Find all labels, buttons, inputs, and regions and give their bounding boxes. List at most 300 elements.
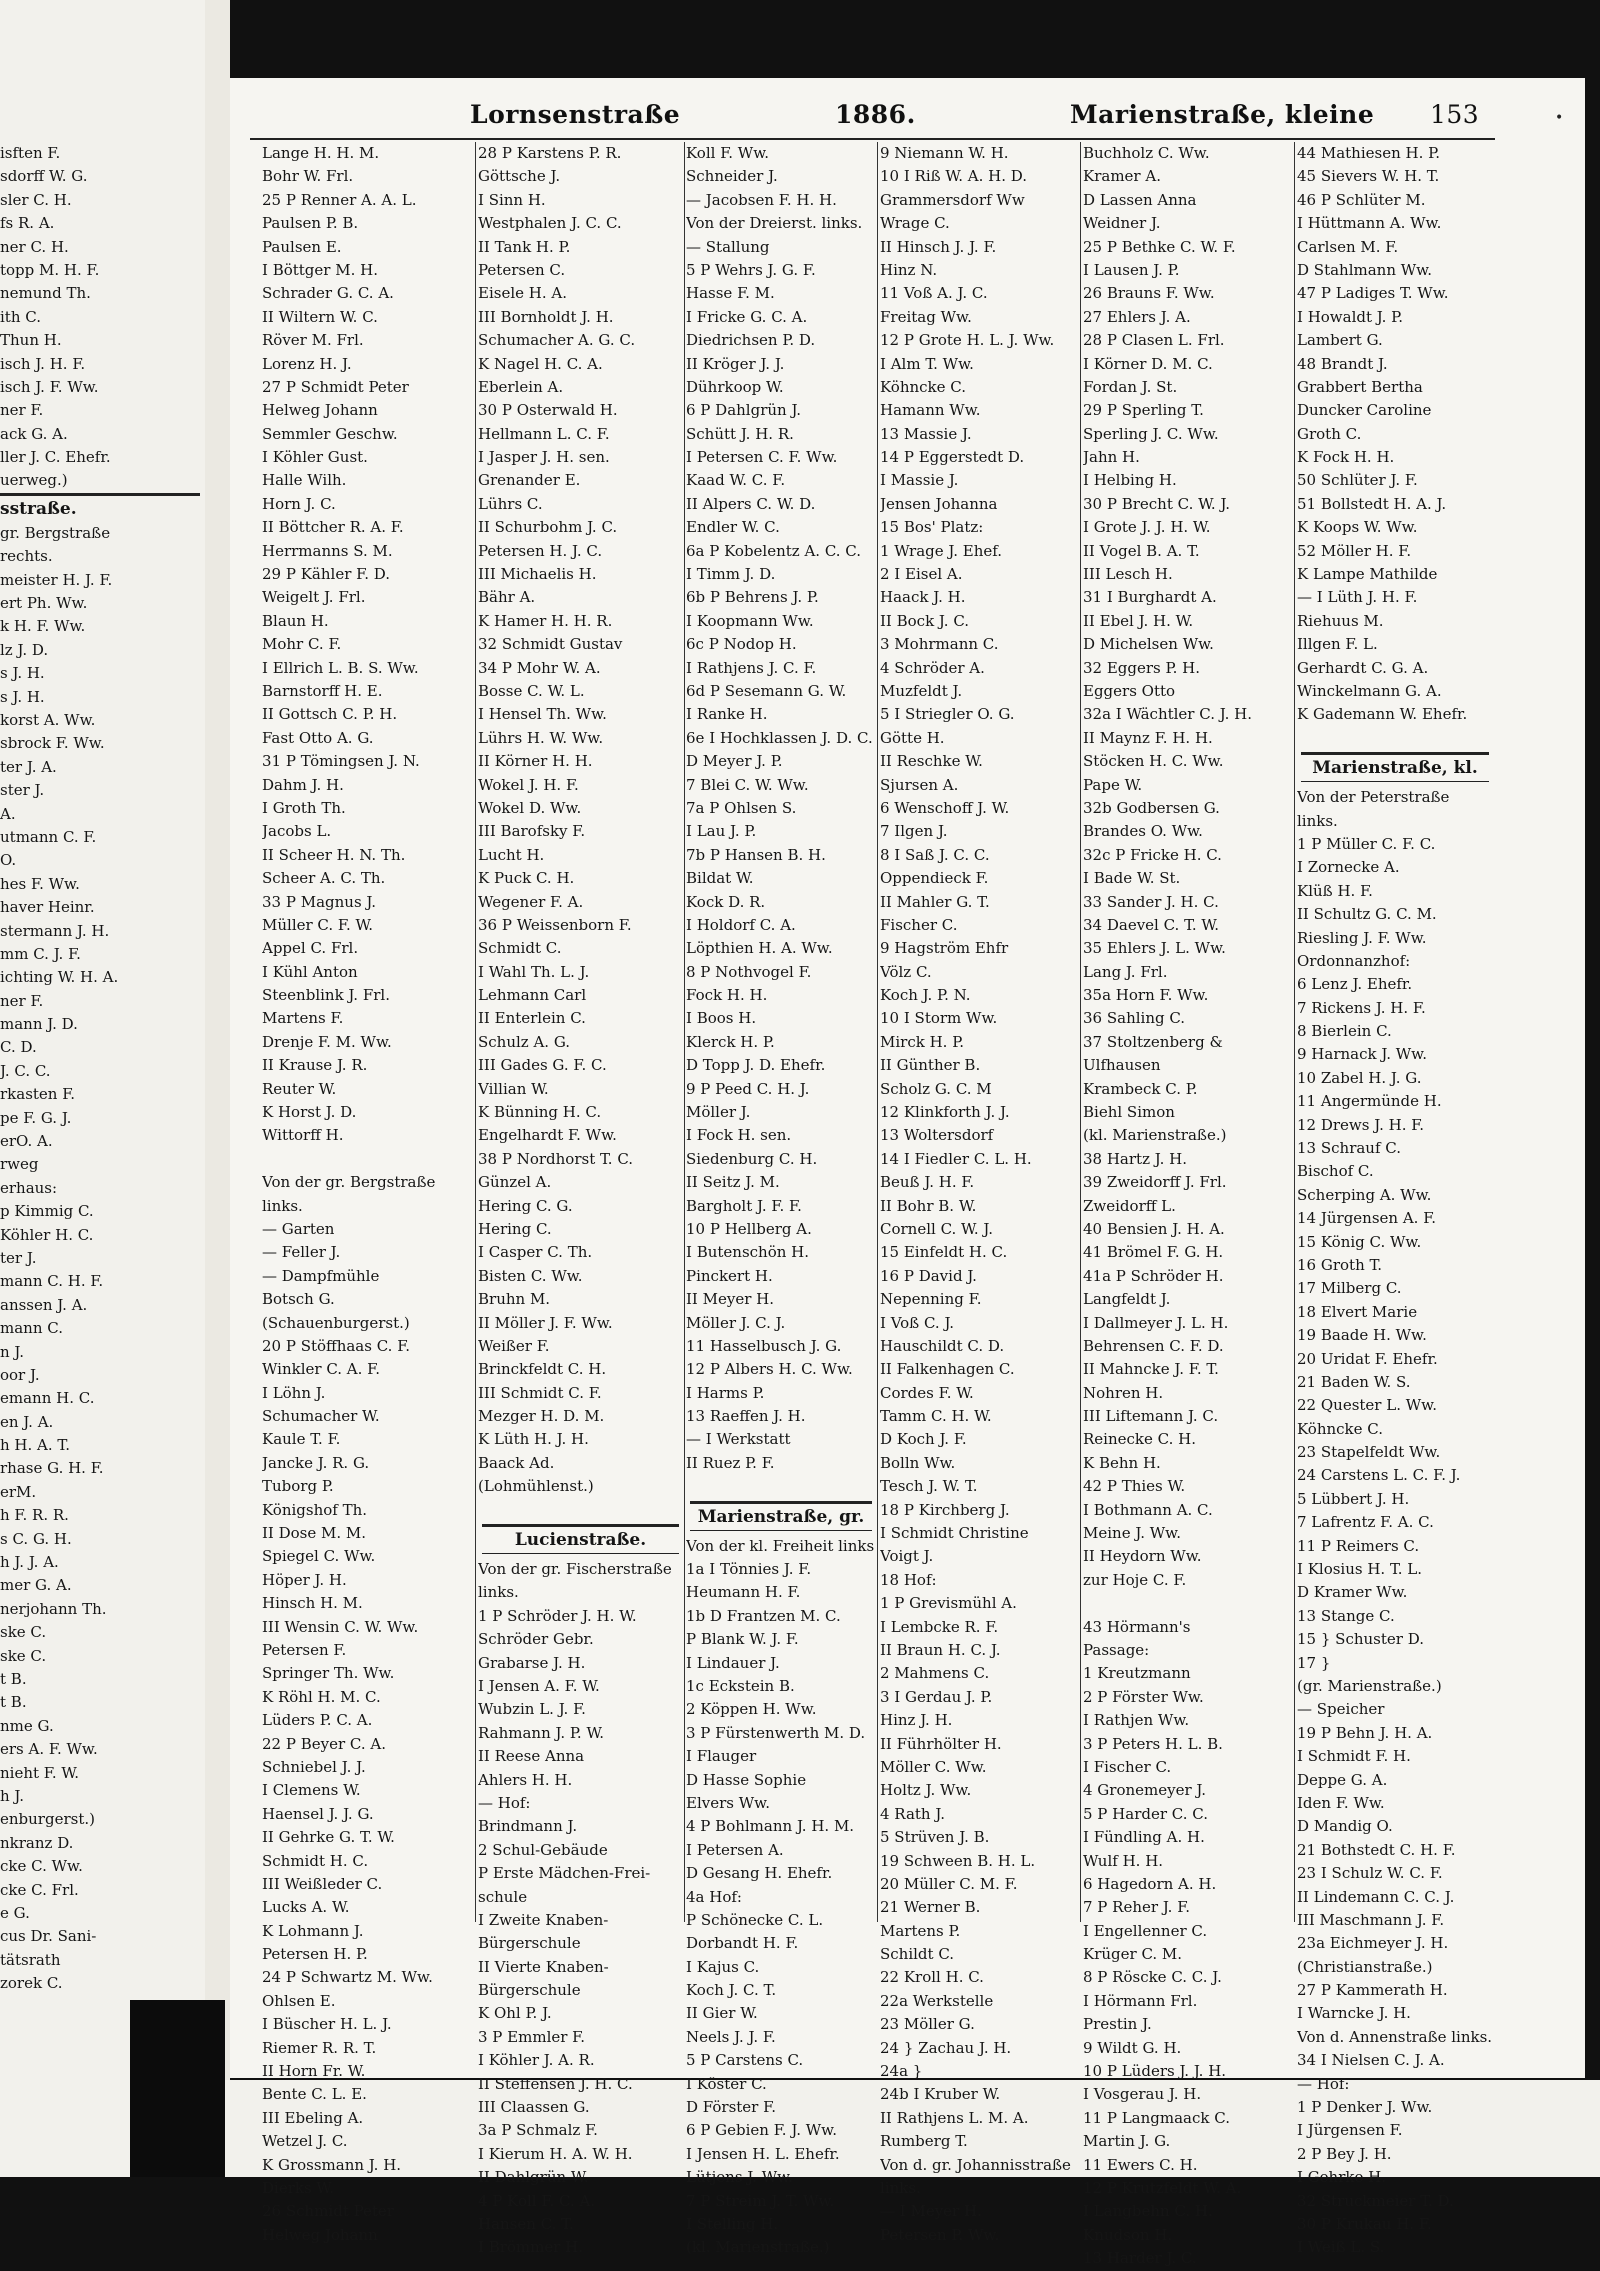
directory-entry: Hinsch H. M. (262, 1594, 363, 1613)
directory-entry: I Büscher H. L. J. (262, 2015, 392, 2034)
directory-entry: 35a Horn F. Ww. (1083, 986, 1209, 1005)
directory-entry: anssen J. A. (0, 1295, 88, 1314)
directory-entry: Bürgerschule (478, 1981, 581, 2000)
directory-entry: II Günther B. (880, 1056, 981, 1075)
directory-entry: Bildat W. (686, 869, 754, 888)
directory-entry: Cordes F. W. (880, 1383, 974, 1402)
directory-entry: Lange H. H. M. (262, 144, 380, 162)
directory-entry: 7 P Streim J. T. Ww. (686, 2191, 835, 2210)
directory-entry: K Behn H. (1083, 1453, 1161, 1472)
directory-entry: Ulfhausen (1083, 1056, 1161, 1075)
directory-entry: (Christianstraße.) (1297, 1957, 1433, 1976)
directory-entry: Weißer F. (478, 1336, 550, 1355)
directory-entry: Helweg Johann (262, 401, 378, 420)
directory-entry: t B. (0, 1693, 27, 1712)
directory-entry: II Vierte Knaben- (478, 1957, 609, 1976)
directory-entry: ster J. (0, 781, 45, 800)
directory-entry: Schumacher W. (262, 1407, 380, 1426)
binding-shadow (130, 2000, 225, 2177)
directory-entry: Neels J. J. F. (686, 2027, 776, 2046)
directory-entry: mann C. H. F. (0, 1272, 104, 1291)
directory-entry: 10 I Storm Ww. (880, 1009, 998, 1028)
directory-entry: t B. (0, 1670, 27, 1688)
directory-entry: Höper J. H. (262, 1570, 347, 1589)
directory-entry: rweg (0, 1155, 39, 1174)
directory-entry: K Nagel H. C. A. (478, 354, 603, 373)
directory-entry: I Gehrke H. (1297, 2168, 1386, 2187)
directory-entry: I Jürgensen F. (1297, 2121, 1403, 2140)
directory-entry: Villian W. (478, 1079, 549, 1098)
directory-entry: 3a P Schmalz F. (478, 2121, 598, 2140)
directory-entry: 5 I Striegler O. G. (880, 705, 1015, 724)
directory-entry: 1 P Müller C. F. C. (1297, 834, 1436, 853)
directory-entry: erM. (0, 1482, 37, 1501)
directory-entry: 11 P Langmaack C. (1083, 2108, 1230, 2127)
header-year: 1886. (835, 100, 916, 129)
directory-entry: I Jasper J. H. sen. (478, 448, 610, 467)
directory-entry: 25 P Bethke C. W. F. (1083, 237, 1236, 256)
directory-entry: nemund Th. (0, 284, 91, 303)
directory-entry: 41 Brömel F. G. H. (1083, 1243, 1224, 1262)
directory-entry: Knudson H. (1083, 2225, 1173, 2244)
directory-entry: Fordan J. St. (1083, 377, 1178, 396)
directory-entry: 21 Werner B. (880, 1898, 981, 1917)
directory-entry: II Meyer H. (686, 1290, 774, 1309)
directory-entry: 29 P Sperling T. (1083, 401, 1204, 420)
directory-entry: Möller J. (686, 1103, 751, 1122)
directory-entry: Lehmann Carl (478, 986, 587, 1005)
directory-entry: II Maynz F. H. H. (1083, 728, 1213, 747)
directory-entry: II Falkenhagen C. (880, 1360, 1015, 1379)
directory-entry: I Sinn H. (478, 190, 546, 209)
directory-entry: 5 Strüven J. B. (880, 1828, 990, 1847)
directory-entry: rhase G. H. F. (0, 1459, 104, 1478)
directory-entry: I Lindauer J. (686, 1653, 780, 1672)
directory-entry: I Fündling A. H. (1083, 1828, 1205, 1847)
directory-entry: ner F. (0, 401, 44, 420)
directory-entry: uerweg.) (0, 471, 68, 490)
directory-entry: II Rathjens L. M. A. (880, 2108, 1029, 2127)
directory-entry: Elvers Ww. (686, 1793, 770, 1812)
header-left-street: Lornsenstraße (470, 100, 681, 129)
directory-entry: Jancke J. R. G. (262, 1453, 370, 1472)
directory-entry: Bente C. L. E. (262, 2085, 367, 2104)
directory-entry: 7 Rickens J. H. F. (1297, 998, 1426, 1017)
directory-entry: (kl. Marienstraße.) (686, 2238, 830, 2257)
directory-entry: 48 Brandt J. (1297, 354, 1388, 373)
directory-entry: 5 P Wehrs J. G. F. (686, 260, 816, 279)
directory-entry: 29 P Kähler F. D. (262, 565, 391, 584)
directory-entry: Hansen C. T. (478, 2214, 574, 2233)
directory-entry: Mezger H. D. M. (478, 1407, 605, 1426)
directory-entry: 13 Massie J. (880, 424, 972, 443)
column-divider-1 (475, 142, 476, 1922)
directory-entry: Rumberg T. (880, 2132, 968, 2151)
directory-entry: K Hamer H. H. R. (478, 611, 613, 630)
directory-entry: Iden F. Ww. (1297, 1793, 1385, 1812)
directory-entry: 14 P Eggerstedt D. (880, 448, 1025, 467)
directory-entry: I Clemens W. (262, 1781, 361, 1800)
directory-entry: III Michaelis H. (478, 565, 597, 584)
directory-entry: 15 König C. Ww. (1297, 1232, 1422, 1251)
directory-entry: Paulsen E. (262, 237, 342, 256)
directory-entry: 15 Bos' Platz: (880, 518, 984, 537)
directory-entry (262, 1148, 474, 1171)
directory-entry: III Lesch H. (1083, 565, 1173, 584)
directory-entry: links. (262, 1196, 303, 1215)
directory-entry: Mirck H. P. (880, 1032, 965, 1051)
directory-entry: Martens P. (880, 1921, 961, 1940)
directory-entry: 2 I Eisel A. (880, 565, 963, 584)
directory-entry: Lütjens J. Ww. (686, 2168, 793, 2187)
directory-entry: ske C. (0, 1646, 47, 1665)
directory-entry: 2 Mahmens C. (880, 1664, 990, 1683)
directory-entry: Schmidt C. (478, 939, 562, 958)
directory-entry: I Casper C. Th. (478, 1243, 593, 1262)
directory-entry: mer G. A. (0, 1576, 72, 1595)
directory-entry: 13 Schrauf C. (1297, 1139, 1401, 1158)
directory-entry: 32 Schmidt Gustav (478, 635, 623, 654)
directory-entry: Wulf H. H. (1083, 1851, 1164, 1870)
directory-entry: I Langbehn C. H. (1083, 2202, 1213, 2221)
directory-entry: K Koops W. Ww. (1297, 518, 1418, 537)
directory-entry: 43 Hörmann's (1083, 1617, 1191, 1636)
directory-entry: Müller C. F. W. (262, 915, 374, 934)
directory-entry: 32c P Fricke H. C. (1083, 845, 1222, 864)
directory-entry: 1 P Denker J. Ww. (1297, 2098, 1433, 2117)
directory-entry: — Stallung (686, 237, 770, 256)
directory-entry: 41a P Schröder H. (1083, 1266, 1224, 1285)
directory-entry: Voigt J. (880, 1547, 934, 1566)
directory-entry: Eisele H. A. (478, 284, 567, 303)
directory-entry: Holtz J. Ww. (880, 1781, 972, 1800)
directory-entry: 7 Lafrentz F. A. C. (1297, 1513, 1434, 1532)
directory-entry: Springer Th. Ww. (262, 1664, 395, 1683)
directory-entry: Thun H. (0, 331, 62, 350)
directory-entry: Bisten C. Ww. (478, 1266, 583, 1285)
directory-entry: Schumacher A. G. C. (478, 331, 636, 350)
directory-entry: Behrensen C. F. D. (1083, 1336, 1224, 1355)
directory-entry: Passage: (1083, 1641, 1150, 1659)
directory-entry: Hellmann L. C. F. (478, 424, 610, 443)
directory-entry: II Böttcher R. A. F. (262, 518, 404, 537)
directory-entry: I Fischer C. (1083, 1757, 1172, 1776)
directory-entry: Oppendieck F. (880, 869, 989, 888)
directory-entry: 8 I Saß J. C. C. (880, 845, 990, 864)
directory-entry: rkasten F. (0, 1085, 76, 1104)
directory-entry: 30 P Krukau H. F. (1297, 2214, 1432, 2233)
directory-entry: isch J. F. Ww. (0, 377, 99, 396)
directory-entry: Köhncke C. (880, 377, 967, 396)
directory-entry: 47 P Ladiges T. Ww. (1297, 284, 1449, 303)
directory-entry: I Hörmann Frl. (1083, 1991, 1198, 2010)
directory-entry: 5 Lübbert J. H. (1297, 1489, 1410, 1508)
directory-entry: I Lau J. P. (686, 822, 757, 841)
directory-entry: I Butenschön H. (686, 1243, 810, 1262)
directory-entry: meister H. J. F. (0, 570, 113, 589)
directory-entry: Endler W. C. (686, 518, 780, 537)
directory-entry: 5 P Carstens C. (686, 2051, 804, 2070)
directory-entry: cke C. Ww. (0, 1857, 83, 1876)
directory-entry: Scherping A. Ww. (1297, 1185, 1432, 1204)
directory-entry: II Führhölter H. (880, 1734, 1002, 1753)
directory-entry: Schulz A. G. (478, 1032, 571, 1051)
directory-entry: II Steffensen J. H. C. (478, 2074, 633, 2093)
column-divider-5 (1294, 142, 1295, 1922)
directory-entry: 19 Baade H. Ww. (1297, 1326, 1427, 1345)
directory-entry: Kaad W. C. F. (686, 471, 786, 490)
directory-entry: Schmidt H. C. (262, 1851, 369, 1870)
directory-entry: Hering C. G. (478, 1196, 573, 1215)
directory-entry: Brandes O. Ww. (1083, 822, 1203, 841)
directory-entry: Petersen C. (478, 260, 566, 279)
directory-entry: — I Lüth J. H. F. (1297, 588, 1418, 607)
directory-entry: h J. J. A. (0, 1553, 59, 1572)
directory-entry: II Mahncke J. F. T. (1083, 1360, 1219, 1379)
directory-entry: 10 P Lüders J. J. H. (1083, 2062, 1227, 2081)
directory-entry: Von der gr. Bergstraße (262, 1173, 436, 1192)
directory-entry: Semmler Geschw. (262, 424, 398, 443)
directory-entry: 15 Einfeldt H. C. (880, 1243, 1008, 1262)
directory-entry: Gerhardt C. G. A. (1297, 658, 1429, 677)
directory-entry: Siedenburg C. H. (686, 1149, 818, 1168)
directory-entry: 19 Schween B. H. L. (880, 1851, 1036, 1870)
directory-entry: I Zweite Knaben- (478, 1910, 609, 1929)
directory-entry: Sjursen A. (880, 775, 959, 794)
directory-entry: 1c Eckstein B. (686, 1677, 795, 1695)
directory-entry: Haensel J. J. G. (262, 1804, 374, 1823)
directory-entry: 11 Angermünde H. (1297, 1092, 1442, 1111)
directory-entry: Meine J. Ww. (1083, 1524, 1181, 1543)
directory-entry: 34 I Nielsen C. J. A. (1297, 2051, 1445, 2070)
directory-entry: 9 P Peed C. H. J. (686, 1079, 810, 1098)
directory-entry: Kramer A. (1083, 167, 1161, 186)
directory-entry: 15 } Schuster D. (1297, 1630, 1424, 1649)
directory-entry: II Braun H. C. J. (880, 1641, 1001, 1659)
directory-entry: D Koch J. F. (880, 1430, 967, 1449)
directory-entry: I Ranke H. (686, 705, 768, 724)
directory-entry: 2 Köppen H. Ww. (686, 1700, 817, 1719)
directory-entry: 3 P Peters H. L. B. (1083, 1734, 1223, 1753)
directory-entry: Riemer R. R. T. (262, 2038, 377, 2057)
directory-entry: I Körner D. M. C. (1083, 354, 1213, 373)
directory-entry: 6 P Dahlgrün J. (686, 401, 802, 420)
directory-entry: III Barofsky F. (478, 822, 586, 841)
directory-entry: Hauschildt C. D. (880, 1336, 1005, 1355)
directory-entry: J. C. C. (0, 1061, 51, 1080)
directory-entry: Koch J. C. T. (686, 1981, 777, 2000)
directory-entry: 6 Wenschoff J. W. (880, 798, 1010, 817)
directory-entry: Bargholt J. F. F. (686, 1196, 802, 1215)
directory-entry: Langfeldt J. (1083, 1290, 1171, 1309)
directory-entry: 32 Struckmeier T. D. (1297, 2191, 1454, 2210)
directory-entry: 6c P Nodop H. (686, 635, 797, 654)
directory-entry: Klerck H. P. (686, 1032, 775, 1051)
directory-entry: K Grossmann J. H. (262, 2155, 402, 2174)
directory-entry: K Lampe Mathilde (1297, 565, 1438, 584)
directory-entry: I Harms P. (686, 1383, 765, 1402)
directory-entry: ers A. F. Ww. (0, 1740, 98, 1759)
directory-entry: II Ruez P. F. (686, 1453, 775, 1472)
directory-entry: 3 Mohrmann C. (880, 635, 999, 654)
directory-entry: 9 Harnack J. Ww. (1297, 1045, 1427, 1064)
corner-dot: • (1555, 110, 1564, 126)
directory-entry: Klüß H. F. (1297, 881, 1373, 900)
directory-entry: 52 Möller H. F. (1297, 541, 1412, 560)
directory-entry: Jacobs L. (262, 822, 332, 841)
directory-entry: isch J. H. F. (0, 354, 86, 373)
directory-entry: Kaule T. F. (262, 1430, 341, 1449)
directory-entry: II Reschke W. (880, 752, 983, 771)
directory-entry: 44 Mathiesen H. P. (1297, 144, 1440, 162)
directory-entry: Bischof C. (1297, 1162, 1374, 1181)
directory-entry: Bruhn M. (478, 1290, 551, 1309)
directory-entry: 23 I Schulz W. C. F. (1297, 1864, 1443, 1883)
directory-entry: 27 P Kammerath H. (1297, 1981, 1448, 2000)
directory-entry: Krambeck C. P. (1083, 1079, 1198, 1098)
directory-entry: III Bornholdt J. H. (478, 307, 614, 326)
directory-entry: 39 Zweidorff J. Frl. (1083, 1173, 1227, 1192)
directory-entry: Köhncke C. (1297, 1419, 1384, 1438)
directory-entry: Dorbandt H. F. (686, 1934, 799, 1953)
directory-entry: stermann J. H. (0, 921, 110, 940)
directory-entry: 6 P Gebien F. J. Ww. (686, 2121, 837, 2140)
directory-entry: Rahmann J. P. W. (478, 1723, 605, 1742)
directory-entry: III Maschmann J. F. (1297, 1910, 1445, 1929)
directory-entry: 20 Müller C. M. F. (880, 1874, 1018, 1893)
directory-entry: 30 P Osterwald H. (478, 401, 618, 420)
directory-entry: Fischer C. (880, 915, 958, 934)
directory-entry: lz J. D. (0, 640, 49, 659)
directory-entry: Beuß J. H. F. (880, 1173, 975, 1192)
directory-entry: C. D. (0, 1038, 37, 1057)
directory-entry: Mohr C. F. (262, 635, 342, 654)
directory-entry: Ordonnanzhof: (1297, 951, 1411, 970)
directory-entry: Lorenz H. J. (262, 354, 352, 373)
directory-entry: 4a Hof: (686, 1887, 742, 1906)
directory-entry: Buchholz C. Ww. (1083, 144, 1210, 162)
directory-entry: II Möller J. F. Ww. (478, 1313, 613, 1332)
directory-entry: Zweidorff L. (1083, 1196, 1176, 1215)
directory-entry: Fast Otto A. G. (262, 728, 374, 747)
directory-entry: nkranz D. (0, 1833, 74, 1852)
directory-entry: Hasse F. M. (686, 284, 775, 303)
directory-entry: sbrock F. Ww. (0, 734, 105, 753)
directory-entry: Diedrichsen P. D. (686, 331, 816, 350)
directory-entry: I Koopmann Ww. (686, 611, 814, 630)
directory-entry: I Zornecke A. (1297, 858, 1400, 877)
directory-entry: Ohlsen E. (262, 1991, 336, 2010)
directory-entry: 1 P Schröder J. H. W. (478, 1606, 637, 1625)
directory-entry: 32a I Wächtler C. J. H. (1083, 705, 1252, 724)
directory-entry: I Howaldt J. P. (1297, 307, 1403, 326)
directory-entry: Jensen Johanna (880, 494, 998, 513)
directory-entry: Lucht H. (478, 845, 545, 864)
directory-entry: I Böttger M. H. (262, 260, 378, 279)
directory-entry: Bolln Ww. (880, 1453, 956, 1472)
directory-entry: 22 P Beyer C. A. (262, 1734, 386, 1753)
directory-entry: 24b I Kruber W. (880, 2085, 1001, 2104)
directory-entry: Brindmann J. (478, 1817, 578, 1836)
directory-entry (1083, 1592, 1293, 1615)
directory-entry: Eggers Otto (1083, 681, 1176, 700)
directory-entry: Göttsche J. (478, 167, 561, 186)
directory-entry: Lambert G. (1297, 331, 1383, 350)
directory-entry: 27 Ehlers J. A. (1083, 307, 1191, 326)
directory-entry: 11 P Reimers C. (1297, 1536, 1420, 1555)
directory-entry: oor J. (0, 1365, 40, 1384)
directory-entry: II Kröger J. J. (686, 354, 785, 373)
directory-entry: Paulsen P. B. (262, 214, 359, 233)
directory-entry: II Enterlein C. (478, 1009, 586, 1028)
directory-entry: I Vosgerau J. H. (1083, 2085, 1202, 2104)
directory-entry: 11 Hasselbusch J. G. (686, 1336, 842, 1355)
directory-entry: I Ellrich L. B. S. Ww. (262, 658, 419, 677)
directory-entry: I Fock H. sen. (686, 1126, 792, 1145)
directory-entry: I Kühl Anton (262, 962, 358, 981)
directory-entry: 38 P Nordhorst T. C. (478, 1149, 634, 1168)
directory-entry (478, 1499, 683, 1522)
directory-entry: e G. (0, 1903, 30, 1922)
column-divider-4 (1080, 142, 1081, 1922)
directory-entry: 4 P Bohlmann J. H. M. (686, 1817, 855, 1836)
directory-entry: links. (880, 2178, 921, 2197)
directory-entry: 17 } (1297, 1653, 1331, 1672)
directory-entry: Reuter W. (262, 1079, 337, 1098)
directory-entry: III Liftemann J. C. (1083, 1407, 1219, 1426)
directory-entry: II Körner H. H. (478, 752, 593, 771)
directory-entry: Bohr W. Frl. (262, 167, 354, 186)
directory-entry: 5 P Harder C. C. (1083, 1804, 1208, 1823)
directory-entry: I Grote J. J. H. W. (1083, 518, 1211, 537)
book-gutter (205, 0, 230, 2080)
directory-entry: D Meyer J. P. (686, 752, 783, 771)
directory-entry: I Löhn J. (262, 1383, 326, 1402)
directory-entry: II Bock J. C. (880, 611, 970, 630)
directory-entry: 18 P Kirchberg J. (880, 1500, 1010, 1519)
directory-entry: I Schmidt F. H. (1297, 1747, 1411, 1766)
directory-entry: Hamann Ww. (880, 401, 981, 420)
directory-entry: 11 Voß A. J. C. (880, 284, 988, 303)
directory-entry: Von der kl. Freiheit links (686, 1536, 875, 1555)
directory-entry: 31 I Burghardt A. (1083, 588, 1217, 607)
directory-entry: III Weißleder C. (262, 1874, 383, 1893)
directory-entry: II Gehrke G. T. W. (262, 1828, 395, 1847)
directory-entry: 12 P Albers H. C. Ww. (686, 1360, 853, 1379)
section-heading: sstraße. (0, 493, 200, 522)
directory-entry: 10 I Riß W. A. H. D. (880, 167, 1028, 186)
directory-entry: schule (478, 1887, 528, 1906)
directory-entry: Engelhardt F. Ww. (478, 1126, 617, 1145)
directory-entry: 30 P Brecht C. W. J. (1083, 494, 1231, 513)
directory-entry: II Lindemann C. C. J. (1297, 1887, 1455, 1906)
directory-entry: Völz C. (880, 962, 932, 981)
directory-entry: ert Ph. Ww. (0, 594, 88, 613)
directory-entry: 18 Hof: (880, 1570, 937, 1589)
column-divider-2 (684, 142, 685, 1922)
directory-entry: 33 P Magnus J. (262, 892, 377, 911)
directory-entry: Sperling J. C. Ww. (1083, 424, 1219, 443)
directory-entry: D Lassen Anna (1083, 190, 1197, 209)
directory-entry: Bähr A. (478, 588, 536, 607)
directory-entry: 17 Milberg C. (1297, 1279, 1402, 1298)
directory-entry: 14 I Fiedler C. L. H. (880, 1149, 1032, 1168)
column-3 (686, 142, 876, 2260)
directory-entry: Petersen H. P. (262, 1945, 368, 1964)
directory-entry: 12 P Grote H. L. J. Ww. (880, 331, 1055, 350)
directory-entry: 12 P Krutzfeldt W. A. (1083, 2178, 1242, 2197)
directory-entry: Halle Wilh. (262, 471, 347, 490)
